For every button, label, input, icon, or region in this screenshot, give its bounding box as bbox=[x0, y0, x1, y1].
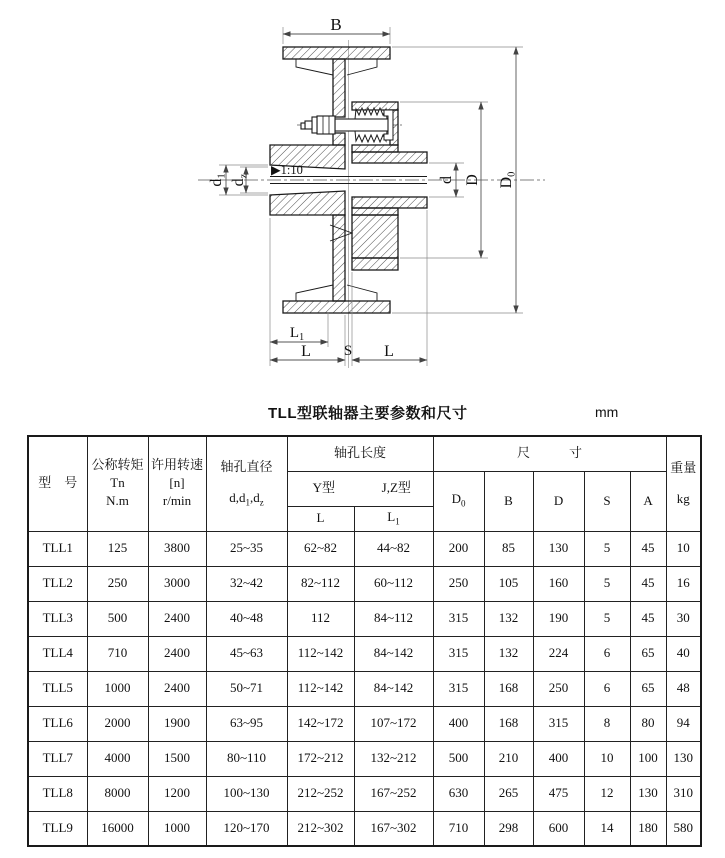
cell-A: 180 bbox=[630, 811, 666, 846]
cell-kg: 16 bbox=[666, 566, 701, 601]
cell-D0: 315 bbox=[433, 671, 484, 706]
cell-kg: 310 bbox=[666, 776, 701, 811]
cell-S: 5 bbox=[584, 531, 630, 566]
col-header-bore-length: 轴孔长度 bbox=[287, 436, 433, 471]
cell-model: TLL9 bbox=[28, 811, 87, 846]
cell-L: 112~142 bbox=[287, 636, 354, 671]
cell-B: 132 bbox=[484, 601, 533, 636]
y-type-label: Y型 bbox=[312, 480, 335, 496]
bolt-tip bbox=[305, 121, 312, 129]
sleeve-serration-lower bbox=[355, 131, 387, 142]
cell-rpm: 2400 bbox=[148, 601, 206, 636]
cell-tn: 125 bbox=[87, 531, 148, 566]
torque-symbol: Tn bbox=[110, 475, 125, 491]
bore-title: 轴孔直径 bbox=[220, 458, 273, 474]
brake-wheel-rim-top bbox=[283, 47, 390, 59]
weight-title: 重量 bbox=[670, 459, 697, 475]
left-hub-lower bbox=[270, 191, 345, 215]
cell-S: 14 bbox=[584, 811, 630, 846]
cell-bore: 32~42 bbox=[206, 566, 287, 601]
cell-rpm: 1000 bbox=[148, 811, 206, 846]
cell-S: 12 bbox=[584, 776, 630, 811]
cell-model: TLL5 bbox=[28, 671, 87, 706]
cell-kg: 130 bbox=[666, 741, 701, 776]
cell-B: 105 bbox=[484, 566, 533, 601]
cell-kg: 580 bbox=[666, 811, 701, 846]
unit-label: mm bbox=[595, 404, 619, 420]
cell-D: 315 bbox=[533, 706, 584, 741]
label-L-right: L bbox=[384, 343, 394, 360]
col-header-B: B bbox=[484, 471, 533, 531]
cell-S: 5 bbox=[584, 566, 630, 601]
cell-D: 400 bbox=[533, 741, 584, 776]
cell-bore: 40~48 bbox=[206, 601, 287, 636]
drum-lip-upper-right bbox=[347, 59, 377, 75]
col-header-L: L bbox=[287, 506, 354, 531]
right-hub-upper-wall bbox=[352, 152, 427, 163]
brake-wheel-rim-bottom bbox=[283, 301, 390, 313]
drum-lip-lower-right bbox=[347, 285, 377, 301]
label-B: B bbox=[330, 15, 342, 34]
cell-A: 65 bbox=[630, 671, 666, 706]
table-title: TLL型联轴器主要参数和尺寸 bbox=[268, 405, 468, 422]
col-header-dimensions: 尺 寸 bbox=[433, 436, 666, 471]
torque-unit: N.m bbox=[106, 493, 129, 509]
flange-bottom-step bbox=[352, 258, 398, 270]
cell-model: TLL6 bbox=[28, 706, 87, 741]
cell-kg: 48 bbox=[666, 671, 701, 706]
cell-bore: 120~170 bbox=[206, 811, 287, 846]
right-hub-lower-wall bbox=[352, 197, 427, 208]
label-S: S bbox=[343, 343, 353, 359]
cell-L1: 107~172 bbox=[354, 706, 433, 741]
cell-model: TLL1 bbox=[28, 531, 87, 566]
cell-bore: 45~63 bbox=[206, 636, 287, 671]
table-row bbox=[28, 776, 701, 811]
cell-bore: 50~71 bbox=[206, 671, 287, 706]
cell-L: 212~302 bbox=[287, 811, 354, 846]
cell-A: 80 bbox=[630, 706, 666, 741]
cell-D: 475 bbox=[533, 776, 584, 811]
cell-L1: 167~302 bbox=[354, 811, 433, 846]
label-d: d bbox=[438, 176, 455, 184]
label-d1: $d_1$ bbox=[208, 173, 228, 187]
cell-model: TLL3 bbox=[28, 601, 87, 636]
cell-B: 168 bbox=[484, 706, 533, 741]
cell-S: 6 bbox=[584, 671, 630, 706]
speed-title: 许用转速 bbox=[150, 457, 203, 473]
cell-A: 130 bbox=[630, 776, 666, 811]
col-header-bore-diameter bbox=[206, 436, 287, 531]
col-header-bore-types bbox=[287, 471, 433, 506]
cell-L: 82~112 bbox=[287, 566, 354, 601]
cell-A: 65 bbox=[630, 636, 666, 671]
cell-L: 62~82 bbox=[287, 531, 354, 566]
cell-D0: 710 bbox=[433, 811, 484, 846]
label-L1: $L_1$ bbox=[289, 325, 305, 343]
cell-D0: 500 bbox=[433, 741, 484, 776]
table-row bbox=[28, 671, 701, 706]
cell-D: 130 bbox=[533, 531, 584, 566]
cell-rpm: 2400 bbox=[148, 671, 206, 706]
cell-tn: 710 bbox=[87, 636, 148, 671]
cell-rpm: 2400 bbox=[148, 636, 206, 671]
speed-unit: r/min bbox=[162, 493, 192, 509]
cell-rpm: 1900 bbox=[148, 706, 206, 741]
cell-model: TLL7 bbox=[28, 741, 87, 776]
col-header-weight bbox=[666, 436, 701, 531]
cell-bore: 25~35 bbox=[206, 531, 287, 566]
cell-L: 112 bbox=[287, 601, 354, 636]
cell-rpm: 1500 bbox=[148, 741, 206, 776]
cell-B: 210 bbox=[484, 741, 533, 776]
cell-L: 172~212 bbox=[287, 741, 354, 776]
cell-D0: 200 bbox=[433, 531, 484, 566]
cell-B: 298 bbox=[484, 811, 533, 846]
cell-D0: 630 bbox=[433, 776, 484, 811]
table-row bbox=[28, 566, 701, 601]
cell-tn: 16000 bbox=[87, 811, 148, 846]
cell-S: 10 bbox=[584, 741, 630, 776]
table-body bbox=[28, 531, 701, 846]
cell-tn: 250 bbox=[87, 566, 148, 601]
cell-bore: 100~130 bbox=[206, 776, 287, 811]
cell-B: 85 bbox=[484, 531, 533, 566]
col-header-L1: $L_1$ bbox=[354, 506, 433, 531]
table-row bbox=[28, 741, 701, 776]
wheel-web-upper-below-pin bbox=[333, 133, 345, 145]
cell-A: 45 bbox=[630, 601, 666, 636]
cell-model: TLL8 bbox=[28, 776, 87, 811]
cell-A: 100 bbox=[630, 741, 666, 776]
col-header-model: 型 号 bbox=[28, 436, 87, 531]
drum-lip-lower-left bbox=[296, 285, 333, 301]
cell-tn: 500 bbox=[87, 601, 148, 636]
bolt-shank bbox=[335, 119, 388, 131]
col-header-D0: $D_0$ bbox=[433, 471, 484, 531]
table-row bbox=[28, 601, 701, 636]
cell-D0: 400 bbox=[433, 706, 484, 741]
parameters-table bbox=[27, 435, 702, 847]
table-row bbox=[28, 706, 701, 741]
cell-L1: 60~112 bbox=[354, 566, 433, 601]
cell-L1: 167~252 bbox=[354, 776, 433, 811]
pin-bolt bbox=[301, 116, 388, 134]
cell-A: 45 bbox=[630, 531, 666, 566]
cell-L: 212~252 bbox=[287, 776, 354, 811]
label-dz: $d_z$ bbox=[230, 173, 250, 187]
cell-D: 250 bbox=[533, 671, 584, 706]
flange-neck-lower bbox=[352, 208, 398, 215]
cell-rpm: 3800 bbox=[148, 531, 206, 566]
cell-kg: 94 bbox=[666, 706, 701, 741]
cell-B: 168 bbox=[484, 671, 533, 706]
cell-rpm: 3000 bbox=[148, 566, 206, 601]
cell-L1: 84~142 bbox=[354, 636, 433, 671]
cell-S: 5 bbox=[584, 601, 630, 636]
jz-type-label: J,Z型 bbox=[381, 480, 411, 496]
col-header-torque bbox=[87, 436, 148, 531]
table-row bbox=[28, 531, 701, 566]
sleeve-housing-top bbox=[352, 102, 398, 110]
cell-tn: 4000 bbox=[87, 741, 148, 776]
torque-title: 公称转矩 bbox=[91, 457, 144, 473]
cell-D0: 315 bbox=[433, 601, 484, 636]
cell-L1: 84~142 bbox=[354, 671, 433, 706]
flange-neck-upper bbox=[352, 145, 398, 152]
bore-formula: $d,d_1,d_z$ bbox=[229, 489, 264, 508]
drum-lip-upper-left bbox=[296, 59, 333, 75]
cell-B: 265 bbox=[484, 776, 533, 811]
flange-lower-block bbox=[352, 215, 398, 258]
cell-kg: 40 bbox=[666, 636, 701, 671]
label-taper: ▶1:10 bbox=[271, 163, 303, 177]
washer bbox=[312, 117, 317, 133]
wheel-web-upper bbox=[333, 59, 345, 117]
cell-D: 190 bbox=[533, 601, 584, 636]
cell-model: TLL4 bbox=[28, 636, 87, 671]
coupling-section-drawing bbox=[0, 0, 725, 398]
cell-D0: 315 bbox=[433, 636, 484, 671]
table-row bbox=[28, 636, 701, 671]
label-D: D bbox=[464, 174, 481, 186]
cell-S: 6 bbox=[584, 636, 630, 671]
cell-tn: 2000 bbox=[87, 706, 148, 741]
cell-D: 160 bbox=[533, 566, 584, 601]
cell-L1: 44~82 bbox=[354, 531, 433, 566]
cell-L: 112~142 bbox=[287, 671, 354, 706]
cell-L1: 84~112 bbox=[354, 601, 433, 636]
table-row bbox=[28, 811, 701, 846]
cell-D0: 250 bbox=[433, 566, 484, 601]
cell-kg: 10 bbox=[666, 531, 701, 566]
cell-tn: 8000 bbox=[87, 776, 148, 811]
cell-A: 45 bbox=[630, 566, 666, 601]
cell-tn: 1000 bbox=[87, 671, 148, 706]
split-pin bbox=[301, 123, 305, 129]
cell-rpm: 1200 bbox=[148, 776, 206, 811]
col-header-S: S bbox=[584, 471, 630, 531]
label-D0: $D_0$ bbox=[498, 171, 518, 189]
cell-bore: 63~95 bbox=[206, 706, 287, 741]
cell-S: 8 bbox=[584, 706, 630, 741]
cell-model: TLL2 bbox=[28, 566, 87, 601]
speed-symbol: [n] bbox=[169, 475, 185, 491]
weight-unit: kg bbox=[676, 490, 690, 506]
cell-L1: 132~212 bbox=[354, 741, 433, 776]
cell-B: 132 bbox=[484, 636, 533, 671]
hex-nut bbox=[317, 116, 335, 134]
cell-L: 142~172 bbox=[287, 706, 354, 741]
label-L-left: L bbox=[301, 343, 311, 360]
cell-kg: 30 bbox=[666, 601, 701, 636]
col-header-A: A bbox=[630, 471, 666, 531]
col-header-speed bbox=[148, 436, 206, 531]
cell-D: 224 bbox=[533, 636, 584, 671]
cell-bore: 80~110 bbox=[206, 741, 287, 776]
col-header-D: D bbox=[533, 471, 584, 531]
cell-D: 600 bbox=[533, 811, 584, 846]
